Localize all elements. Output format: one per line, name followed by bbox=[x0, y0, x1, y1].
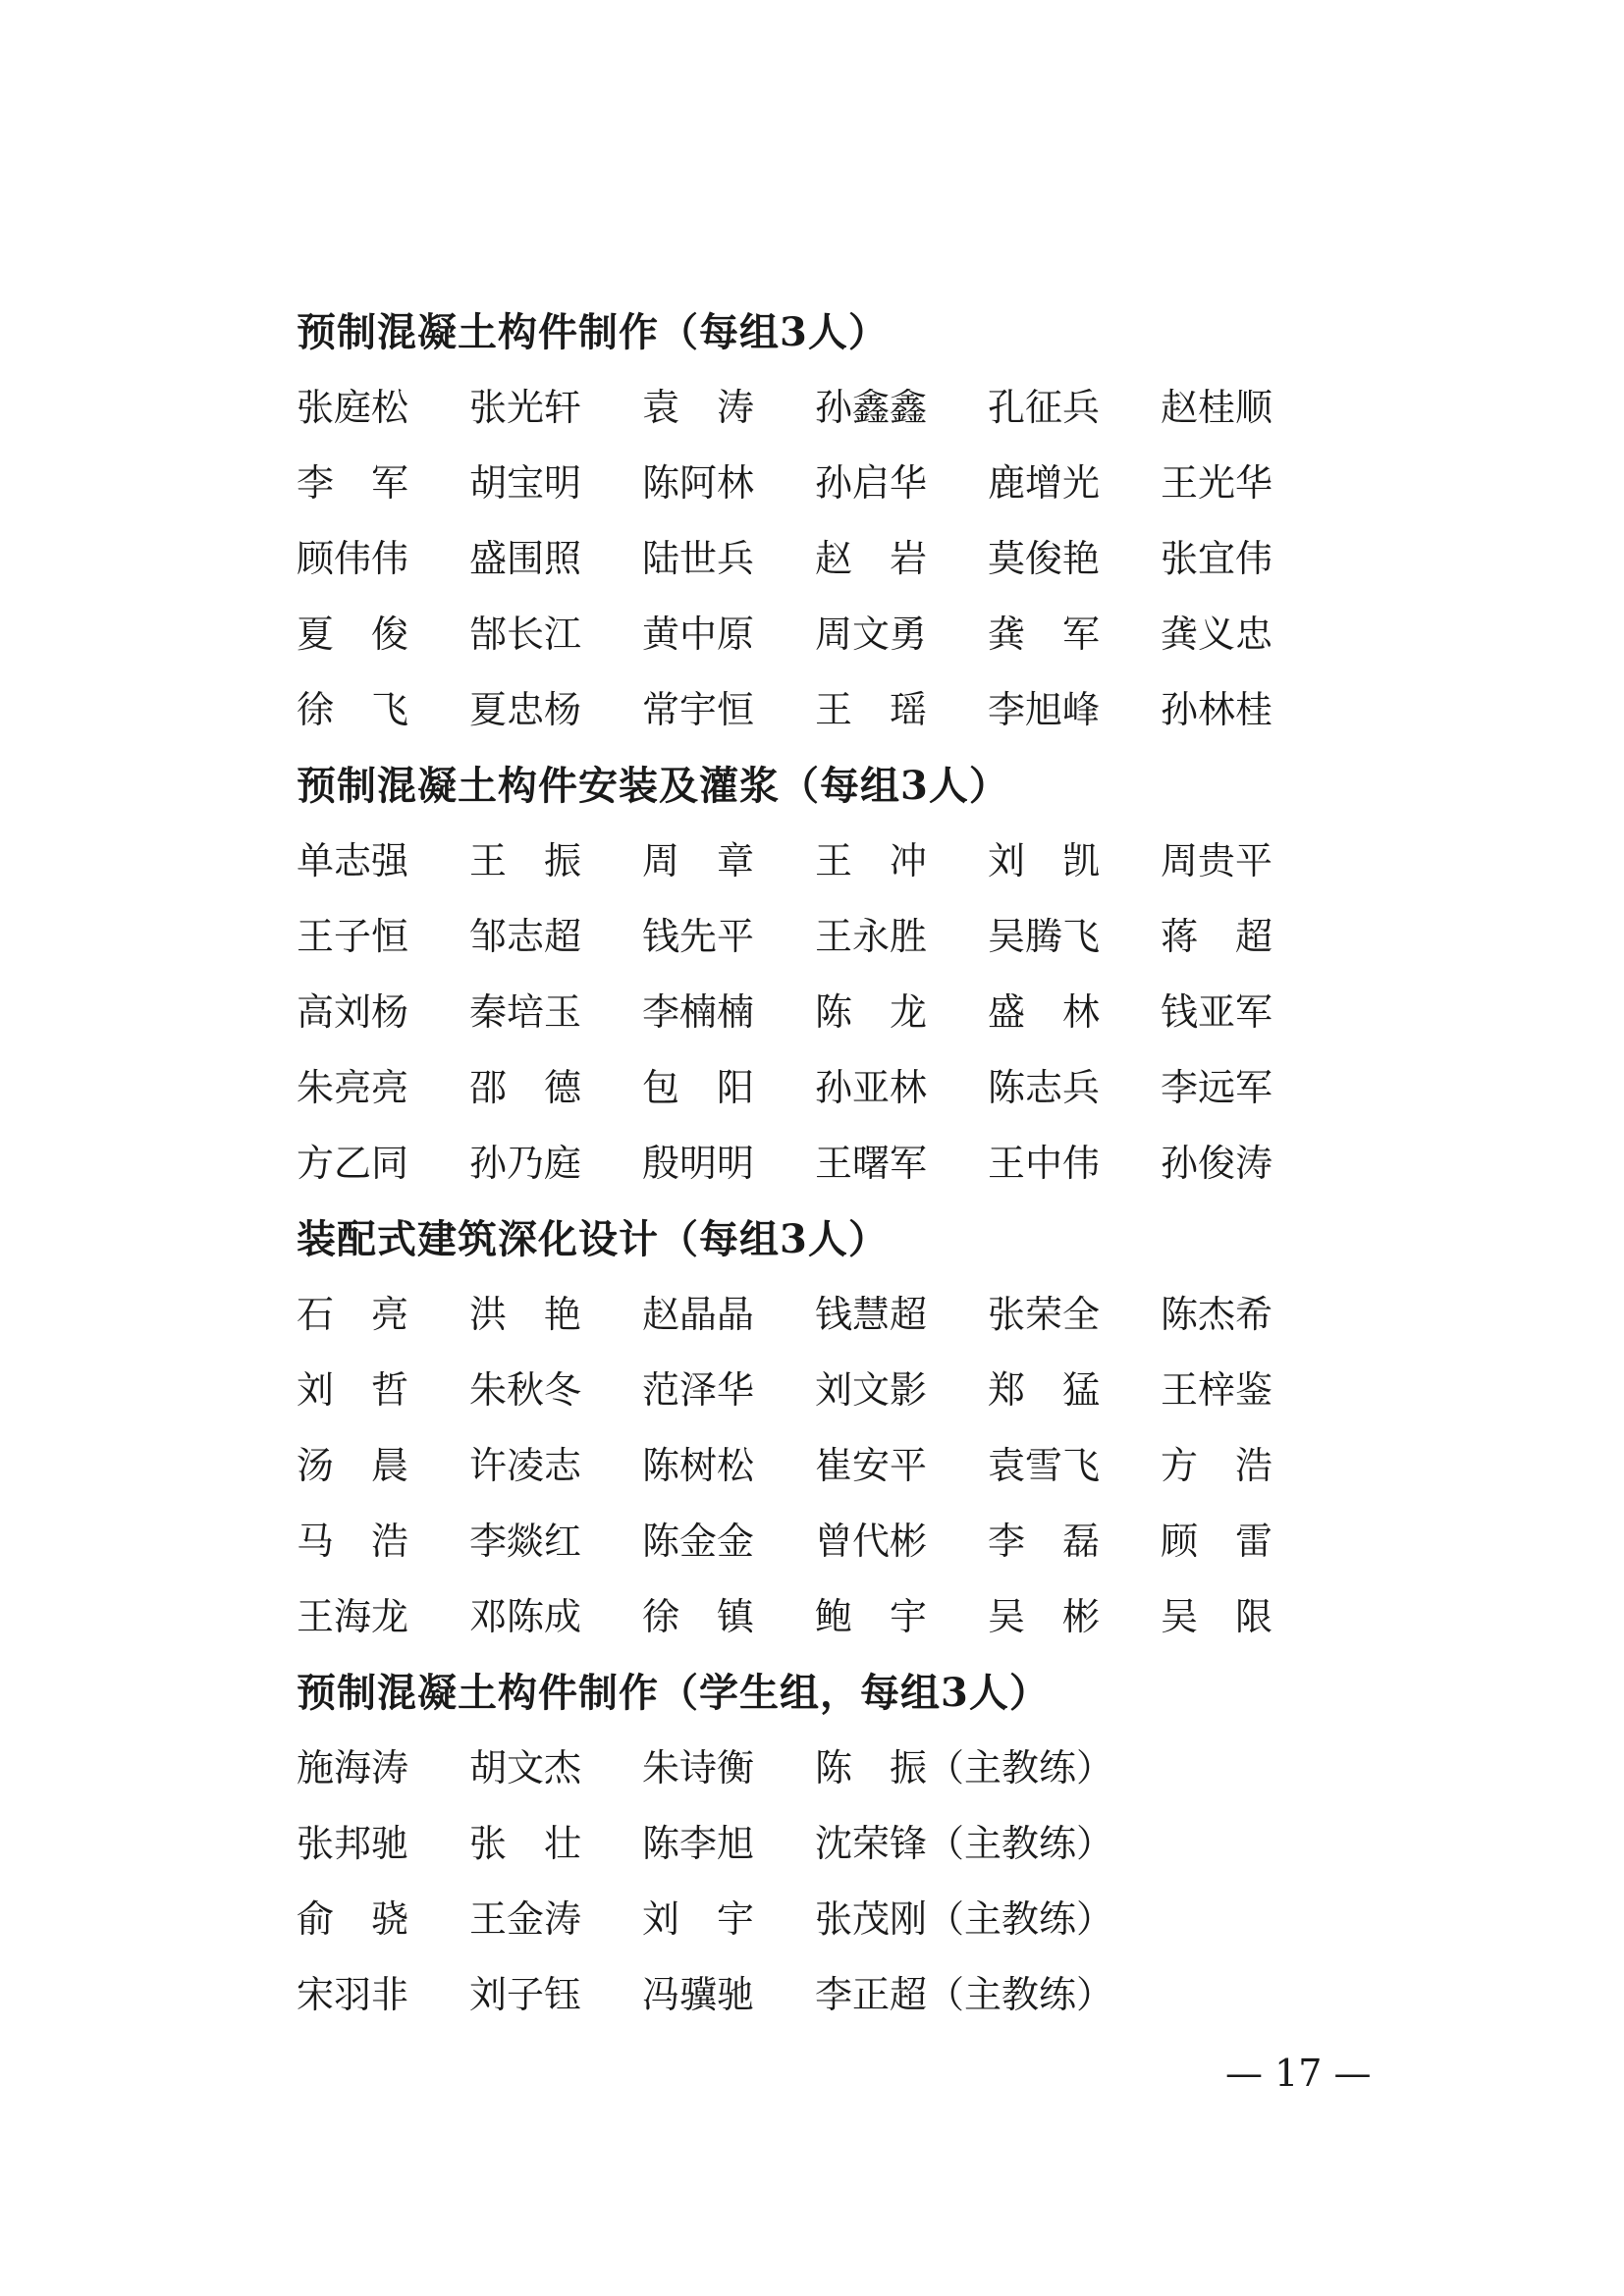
coach-name: 陈 振（主教练） bbox=[815, 1746, 1114, 1789]
member-name: 王 瑶 bbox=[815, 688, 928, 731]
member-name: 王永胜 bbox=[815, 915, 928, 958]
member-name: 王中伟 bbox=[988, 1142, 1101, 1185]
member-name: 顾 雷 bbox=[1161, 1520, 1273, 1563]
member-name: 钱亚军 bbox=[1161, 990, 1273, 1034]
name-row bbox=[297, 1882, 1377, 1957]
member-name: 吴腾飞 bbox=[988, 915, 1101, 958]
member-name: 李楠楠 bbox=[642, 990, 755, 1034]
member-name: 陈李旭 bbox=[642, 1822, 755, 1865]
member-name: 孙俊涛 bbox=[1161, 1142, 1273, 1185]
member-name: 刘文影 bbox=[815, 1368, 928, 1412]
name-row bbox=[297, 370, 1377, 446]
member-name: 洪 艳 bbox=[469, 1293, 582, 1336]
name-row bbox=[297, 899, 1377, 975]
member-name: 邹志超 bbox=[469, 915, 582, 958]
member-name: 冯骥驰 bbox=[642, 1973, 755, 2016]
member-name: 吴 彬 bbox=[988, 1595, 1101, 1638]
member-name: 陈金金 bbox=[642, 1520, 755, 1563]
member-name: 曾代彬 bbox=[815, 1520, 928, 1563]
section-title: 预制混凝土构件安装及灌浆（每组3人） bbox=[297, 763, 1009, 809]
member-name: 孙鑫鑫 bbox=[815, 386, 928, 429]
member-name: 赵晶晶 bbox=[642, 1293, 755, 1336]
member-name: 钱先平 bbox=[642, 915, 755, 958]
member-name: 王 冲 bbox=[815, 839, 928, 882]
member-name: 张光轩 bbox=[469, 386, 582, 429]
name-row bbox=[297, 1579, 1377, 1655]
coach-name: 李正超（主教练） bbox=[815, 1973, 1114, 2016]
member-name: 高刘杨 bbox=[297, 990, 409, 1034]
member-name: 李 军 bbox=[297, 461, 409, 505]
name-list-content bbox=[297, 294, 1377, 2033]
member-name: 汤 晨 bbox=[297, 1444, 409, 1487]
member-name: 夏忠杨 bbox=[469, 688, 582, 731]
member-name: 鹿增光 bbox=[988, 461, 1101, 505]
member-name: 许凌志 bbox=[469, 1444, 582, 1487]
member-name: 范泽华 bbox=[642, 1368, 755, 1412]
member-name: 包 阳 bbox=[642, 1066, 755, 1109]
section-title: 预制混凝土构件制作（学生组，每组3人） bbox=[297, 1670, 1050, 1716]
member-name: 陈 龙 bbox=[815, 990, 928, 1034]
member-name: 赵桂顺 bbox=[1161, 386, 1273, 429]
name-row bbox=[297, 1504, 1377, 1579]
member-name: 王光华 bbox=[1161, 461, 1273, 505]
name-row bbox=[297, 1806, 1377, 1882]
member-name: 方乙同 bbox=[297, 1142, 409, 1185]
member-name: 崔安平 bbox=[815, 1444, 928, 1487]
member-name: 刘 凯 bbox=[988, 839, 1101, 882]
name-row bbox=[297, 1353, 1377, 1428]
member-name: 王梓鉴 bbox=[1161, 1368, 1273, 1412]
member-name: 吴 限 bbox=[1161, 1595, 1273, 1638]
member-name: 王子恒 bbox=[297, 915, 409, 958]
coach-name: 沈荣锋（主教练） bbox=[815, 1822, 1114, 1865]
member-name: 施海涛 bbox=[297, 1746, 409, 1789]
member-name: 周文勇 bbox=[815, 613, 928, 656]
member-name: 刘 宇 bbox=[642, 1897, 755, 1941]
member-name: 盛 林 bbox=[988, 990, 1101, 1034]
member-name: 李远军 bbox=[1161, 1066, 1273, 1109]
name-row bbox=[297, 1277, 1377, 1353]
member-name: 王金涛 bbox=[469, 1897, 582, 1941]
member-name: 龚 军 bbox=[988, 613, 1101, 656]
member-name: 胡文杰 bbox=[469, 1746, 582, 1789]
name-row bbox=[297, 521, 1377, 597]
member-name: 张 壮 bbox=[469, 1822, 582, 1865]
member-name: 钱慧超 bbox=[815, 1293, 928, 1336]
member-name: 徐 飞 bbox=[297, 688, 409, 731]
member-name: 李旭峰 bbox=[988, 688, 1101, 731]
member-name: 单志强 bbox=[297, 839, 409, 882]
member-name: 宋羽非 bbox=[297, 1973, 409, 2016]
coach-name: 张茂刚（主教练） bbox=[815, 1897, 1114, 1941]
member-name: 邵 德 bbox=[469, 1066, 582, 1109]
member-name: 孔征兵 bbox=[988, 386, 1101, 429]
member-name: 朱亮亮 bbox=[297, 1066, 409, 1109]
member-name: 王曙军 bbox=[815, 1142, 928, 1185]
member-name: 蒋 超 bbox=[1161, 915, 1273, 958]
name-row bbox=[297, 824, 1377, 899]
member-name: 胡宝明 bbox=[469, 461, 582, 505]
name-row bbox=[297, 975, 1377, 1050]
member-name: 陈阿林 bbox=[642, 461, 755, 505]
member-name: 陈志兵 bbox=[988, 1066, 1101, 1109]
name-row bbox=[297, 1731, 1377, 1806]
member-name: 张庭松 bbox=[297, 386, 409, 429]
member-name: 王海龙 bbox=[297, 1595, 409, 1638]
member-name: 袁雪飞 bbox=[988, 1444, 1101, 1487]
member-name: 郑 猛 bbox=[988, 1368, 1101, 1412]
name-row bbox=[297, 1126, 1377, 1201]
name-row bbox=[297, 1957, 1377, 2033]
member-name: 莫俊艳 bbox=[988, 537, 1101, 580]
member-name: 刘子钰 bbox=[469, 1973, 582, 2016]
member-name: 陈树松 bbox=[642, 1444, 755, 1487]
member-name: 陈杰希 bbox=[1161, 1293, 1273, 1336]
member-name: 顾伟伟 bbox=[297, 537, 409, 580]
member-name: 朱诗衡 bbox=[642, 1746, 755, 1789]
member-name: 张邦驰 bbox=[297, 1822, 409, 1865]
member-name: 孙乃庭 bbox=[469, 1142, 582, 1185]
member-name: 秦培玉 bbox=[469, 990, 582, 1034]
member-name: 马 浩 bbox=[297, 1520, 409, 1563]
member-name: 石 亮 bbox=[297, 1293, 409, 1336]
member-name: 黄中原 bbox=[642, 613, 755, 656]
member-name: 夏 俊 bbox=[297, 613, 409, 656]
member-name: 陆世兵 bbox=[642, 537, 755, 580]
member-name: 常宇恒 bbox=[642, 688, 755, 731]
member-name: 周 章 bbox=[642, 839, 755, 882]
member-name: 盛围照 bbox=[469, 537, 582, 580]
member-name: 鲍 宇 bbox=[815, 1595, 928, 1638]
member-name: 郜长江 bbox=[469, 613, 582, 656]
member-name: 张宜伟 bbox=[1161, 537, 1273, 580]
member-name: 龚义忠 bbox=[1161, 613, 1273, 656]
member-name: 孙亚林 bbox=[815, 1066, 928, 1109]
member-name: 李 磊 bbox=[988, 1520, 1101, 1563]
member-name: 袁 涛 bbox=[642, 386, 755, 429]
member-name: 李燚红 bbox=[469, 1520, 582, 1563]
name-row bbox=[297, 1428, 1377, 1504]
member-name: 赵 岩 bbox=[815, 537, 928, 580]
member-name: 邓陈成 bbox=[469, 1595, 582, 1638]
member-name: 殷明明 bbox=[642, 1142, 755, 1185]
name-row bbox=[297, 446, 1377, 521]
member-name: 王 振 bbox=[469, 839, 582, 882]
member-name: 周贵平 bbox=[1161, 839, 1273, 882]
page-number: — 17 — bbox=[1225, 2052, 1372, 2095]
section-title: 装配式建筑深化设计（每组3人） bbox=[297, 1216, 889, 1262]
member-name: 孙林桂 bbox=[1161, 688, 1273, 731]
member-name: 刘 哲 bbox=[297, 1368, 409, 1412]
member-name: 孙启华 bbox=[815, 461, 928, 505]
member-name: 张荣全 bbox=[988, 1293, 1101, 1336]
name-row bbox=[297, 672, 1377, 748]
member-name: 方 浩 bbox=[1161, 1444, 1273, 1487]
member-name: 俞 骁 bbox=[297, 1897, 409, 1941]
member-name: 朱秋冬 bbox=[469, 1368, 582, 1412]
name-row bbox=[297, 597, 1377, 672]
name-row bbox=[297, 1050, 1377, 1126]
member-name: 徐 镇 bbox=[642, 1595, 755, 1638]
section-title: 预制混凝土构件制作（每组3人） bbox=[297, 309, 889, 355]
